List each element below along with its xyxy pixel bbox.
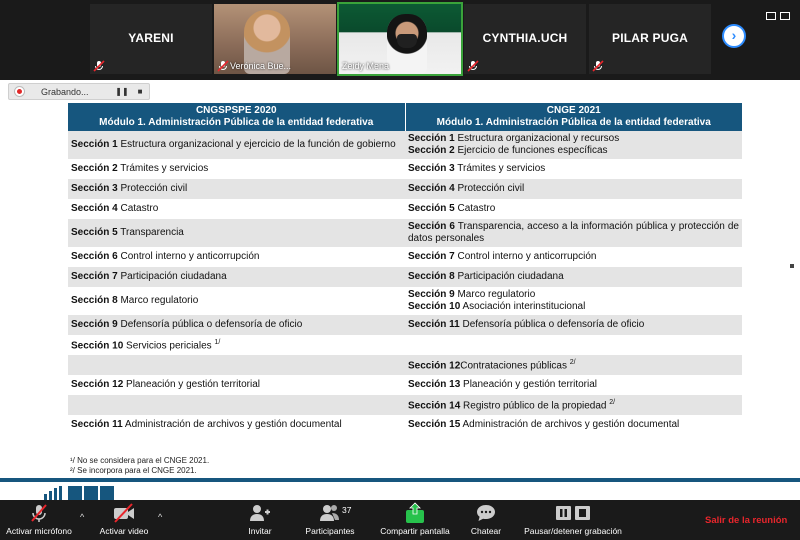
section-number: Sección 1 (71, 139, 118, 150)
section-entry (408, 319, 739, 331)
section-number: Sección 12 (71, 379, 124, 390)
table-row (68, 315, 742, 335)
section-number: Sección 13 (408, 379, 461, 390)
section-number: Sección 8 (408, 271, 455, 282)
unmute-button[interactable] (0, 500, 78, 540)
section-title: Asociación interinstitucional (460, 301, 586, 312)
section-entry (71, 337, 402, 352)
participants-icon (318, 503, 342, 523)
cnge-cell (405, 287, 742, 315)
section-entry (408, 133, 739, 145)
video-options-chevron-icon[interactable]: ^ (158, 512, 163, 522)
section-title: Transparencia, acceso a la información pública y protección de datos personales (408, 221, 739, 244)
section-title: Contrataciones públicas (460, 360, 570, 372)
section-number: Sección 5 (71, 227, 118, 238)
recording-dot-icon (15, 87, 24, 96)
section-title: Control interno y anticorrupción (454, 251, 597, 262)
muted-mic-icon (592, 60, 604, 72)
section-entry (408, 379, 739, 391)
table-row (68, 335, 742, 355)
cnge-cell (405, 199, 742, 219)
section-title: Participación ciudadana (454, 271, 564, 282)
participants-count: 37 (342, 505, 352, 515)
cngspspe-cell (68, 267, 405, 287)
section-entry (408, 301, 739, 313)
section-number: Sección 14 (408, 400, 461, 412)
section-title: Marco regulatorio (454, 289, 536, 300)
table-row (68, 199, 742, 219)
section-title: Administración de archivos y gestión documental (122, 419, 342, 430)
section-entry (408, 397, 739, 412)
footnotes (70, 456, 209, 476)
participant-name: PILAR PUGA (611, 31, 688, 45)
section-number: Sección 11 (71, 419, 123, 430)
table-row (68, 219, 742, 247)
participant-tile-zeidy[interactable] (339, 4, 461, 74)
share-screen-icon (403, 502, 427, 524)
start-video-button[interactable] (92, 500, 156, 540)
cnge-cell (405, 267, 742, 287)
cngspspe-cell (68, 375, 405, 395)
cngspspe-cell (68, 159, 405, 179)
section-entry (71, 183, 402, 195)
section-title: Planeación y gestión territorial (460, 379, 598, 390)
section-entry (71, 227, 402, 239)
cngspspe-cell (68, 355, 405, 375)
cngspspe-cell (68, 415, 405, 435)
section-number: Sección 4 (71, 203, 118, 214)
section-number: Sección 6 (408, 221, 455, 232)
table-row (68, 355, 742, 375)
section-entry (408, 419, 739, 431)
section-number: Sección 8 (71, 295, 118, 306)
cnge-cell (405, 395, 742, 415)
chat-button[interactable] (466, 500, 506, 540)
logo (44, 484, 204, 500)
cnge-cell (405, 415, 742, 435)
cngspspe-cell (68, 395, 405, 415)
section-entry (408, 251, 739, 263)
header-subtitle: Módulo 1. Administración Pública de la entidad federativa (436, 117, 711, 128)
section-title: Transparencia (117, 227, 184, 238)
footnote-2: ²/ Se incorpora para el CNGE 2021. (70, 466, 197, 475)
leave-meeting-button[interactable]: Salir de la reunión (705, 515, 788, 526)
add-user-icon (249, 503, 271, 523)
next-page-arrow-icon[interactable]: › (722, 24, 746, 48)
table-row (68, 247, 742, 267)
mic-options-chevron-icon[interactable]: ^ (80, 512, 85, 522)
table-row (68, 267, 742, 287)
section-number: Sección 3 (71, 183, 118, 194)
section-number: Sección 10 (408, 301, 461, 312)
header-subtitle: Módulo 1. Administración Pública de la entidad federativa (99, 117, 374, 128)
participant-tile-pilar[interactable] (589, 4, 711, 74)
section-number: Sección 1 (408, 133, 455, 144)
cngspspe-cell (68, 219, 405, 247)
cngspspe-cell (68, 287, 405, 315)
table-header (68, 103, 742, 131)
section-title: Catastro (117, 203, 159, 214)
share-screen-label: Compartir pantalla (380, 526, 450, 536)
section-title: Administración de archivos y gestión documental (460, 419, 680, 430)
section-number: Sección 2 (71, 163, 118, 174)
section-number: Sección 9 (408, 289, 455, 300)
footnote-marker: 1/ (214, 339, 221, 347)
muted-mic-icon (467, 60, 479, 72)
participant-name: CYNTHIA.UCH (482, 31, 568, 45)
section-title: Protección civil (454, 183, 525, 194)
recording-label: Grabando... (41, 87, 89, 97)
cngspspe-cell (68, 199, 405, 219)
participants-label: Participantes (305, 526, 355, 536)
section-entry (408, 289, 739, 301)
participant-tile-cynthia[interactable] (464, 4, 586, 74)
cngspspe-cell (68, 179, 405, 199)
cnge-cell (405, 375, 742, 395)
section-entry (408, 145, 739, 157)
section-title: Defensoría pública o defensoría de oficio (117, 319, 303, 330)
section-title: Protección civil (117, 183, 188, 194)
section-title: Registro público de la propiedad (460, 400, 610, 412)
cngspspe-cell (68, 247, 405, 267)
section-title: Trámites y servicios (117, 163, 209, 174)
section-number: Sección 4 (408, 183, 455, 194)
footer-bar (0, 478, 800, 482)
section-title: Participación ciudadana (117, 271, 227, 282)
invite-label: Invitar (248, 526, 272, 536)
cnge-cell (405, 335, 742, 355)
section-number: Sección 15 (408, 419, 461, 430)
pause-stop-recording-icon (555, 504, 591, 522)
share-screen-button[interactable] (374, 500, 456, 540)
cnge-cell (405, 315, 742, 335)
footnote-marker: 2/ (609, 399, 616, 407)
section-entry (71, 139, 402, 151)
participant-tile-yareni[interactable] (90, 4, 212, 74)
section-number: Sección 10 (71, 340, 124, 352)
cnge-cell (405, 179, 742, 199)
cnge-cell (405, 355, 742, 375)
section-title: Control interno y anticorrupción (117, 251, 260, 262)
muted-mic-icon (217, 60, 229, 72)
footnote-marker: 2/ (569, 359, 576, 367)
section-title: Marco regulatorio (117, 295, 199, 306)
section-entry (71, 163, 402, 175)
cursor-marker (790, 264, 794, 268)
chat-label: Chatear (470, 526, 502, 536)
table-row (68, 375, 742, 395)
cnge-cell (405, 247, 742, 267)
cnge-cell (405, 219, 742, 247)
section-entry (408, 203, 739, 215)
cnge-cell (405, 159, 742, 179)
participant-tile-veronica[interactable] (214, 4, 336, 74)
section-number: Sección 6 (71, 251, 118, 262)
recording-indicator (8, 83, 150, 100)
section-entry (71, 271, 402, 283)
cnge-cell (405, 131, 742, 159)
participant-strip (0, 0, 800, 80)
table-row (68, 415, 742, 435)
cngspspe-cell (68, 315, 405, 335)
section-entry (71, 379, 402, 391)
video-off-icon (112, 503, 136, 523)
participant-name: YARENI (128, 31, 174, 45)
table-row (68, 159, 742, 179)
section-title: Estructura organizacional y recursos (454, 133, 620, 144)
cngspspe-cell (68, 335, 405, 355)
face-mask (397, 34, 417, 48)
meeting-toolbar (0, 500, 800, 540)
table-row (68, 179, 742, 199)
chat-icon (475, 503, 497, 523)
section-entry (71, 295, 402, 307)
section-number: Sección 3 (408, 163, 455, 174)
section-title: Catastro (454, 203, 496, 214)
section-number: Sección 5 (408, 203, 455, 214)
section-entry (408, 163, 739, 175)
participant-name: Verónica Bue... (230, 61, 292, 71)
section-entry (71, 251, 402, 263)
participant-name: Zeidy Mena (342, 61, 390, 71)
section-entry (71, 203, 402, 215)
section-entry (408, 271, 739, 283)
section-number: Sección 2 (408, 145, 455, 156)
comparison-table (68, 103, 742, 435)
pause-stop-recording-button[interactable] (518, 500, 628, 540)
section-number: Sección 7 (71, 271, 118, 282)
section-title: Ejercicio de funciones específicas (454, 145, 608, 156)
section-entry (71, 319, 402, 331)
section-title: Servicios periciales (123, 340, 215, 352)
section-entry (71, 419, 402, 431)
section-title: Trámites y servicios (454, 163, 546, 174)
section-title: Defensoría pública o defensoría de oficio (459, 319, 645, 330)
shared-screen (0, 80, 800, 500)
stop-recording-icon[interactable]: ■ (137, 87, 143, 96)
section-number: Sección 12 (408, 360, 461, 372)
section-number: Sección 11 (408, 319, 460, 330)
muted-mic-icon (29, 503, 49, 523)
pause-recording-icon[interactable]: ❚❚ (115, 87, 129, 96)
header-title: CNGSPSPE 2020 (195, 105, 277, 116)
unmute-label: Activar micrófono (6, 526, 72, 536)
section-title: Estructura organizacional y ejercicio de la función de gobierno (117, 139, 396, 150)
cngspspe-cell (68, 131, 405, 159)
section-entry (408, 183, 739, 195)
invite-button[interactable] (238, 500, 282, 540)
pause-stop-recording-label: Pausar/detener grabación (524, 526, 622, 536)
section-number: Sección 7 (408, 251, 455, 262)
table-row (68, 131, 742, 159)
table-row (68, 287, 742, 315)
start-video-label: Activar video (99, 526, 149, 536)
header-title: CNGE 2021 (546, 105, 601, 116)
section-number: Sección 9 (71, 319, 118, 330)
section-title: Planeación y gestión territorial (123, 379, 261, 390)
section-entry (408, 357, 739, 372)
view-layout-icon[interactable] (766, 12, 790, 20)
table-body (68, 131, 742, 435)
header-cnge (405, 103, 742, 131)
footnote-1: ¹/ No se considera para el CNGE 2021. (70, 456, 210, 465)
table-row (68, 395, 742, 415)
muted-mic-icon (93, 60, 105, 72)
header-cngspspe (68, 103, 405, 131)
section-entry (408, 221, 739, 245)
